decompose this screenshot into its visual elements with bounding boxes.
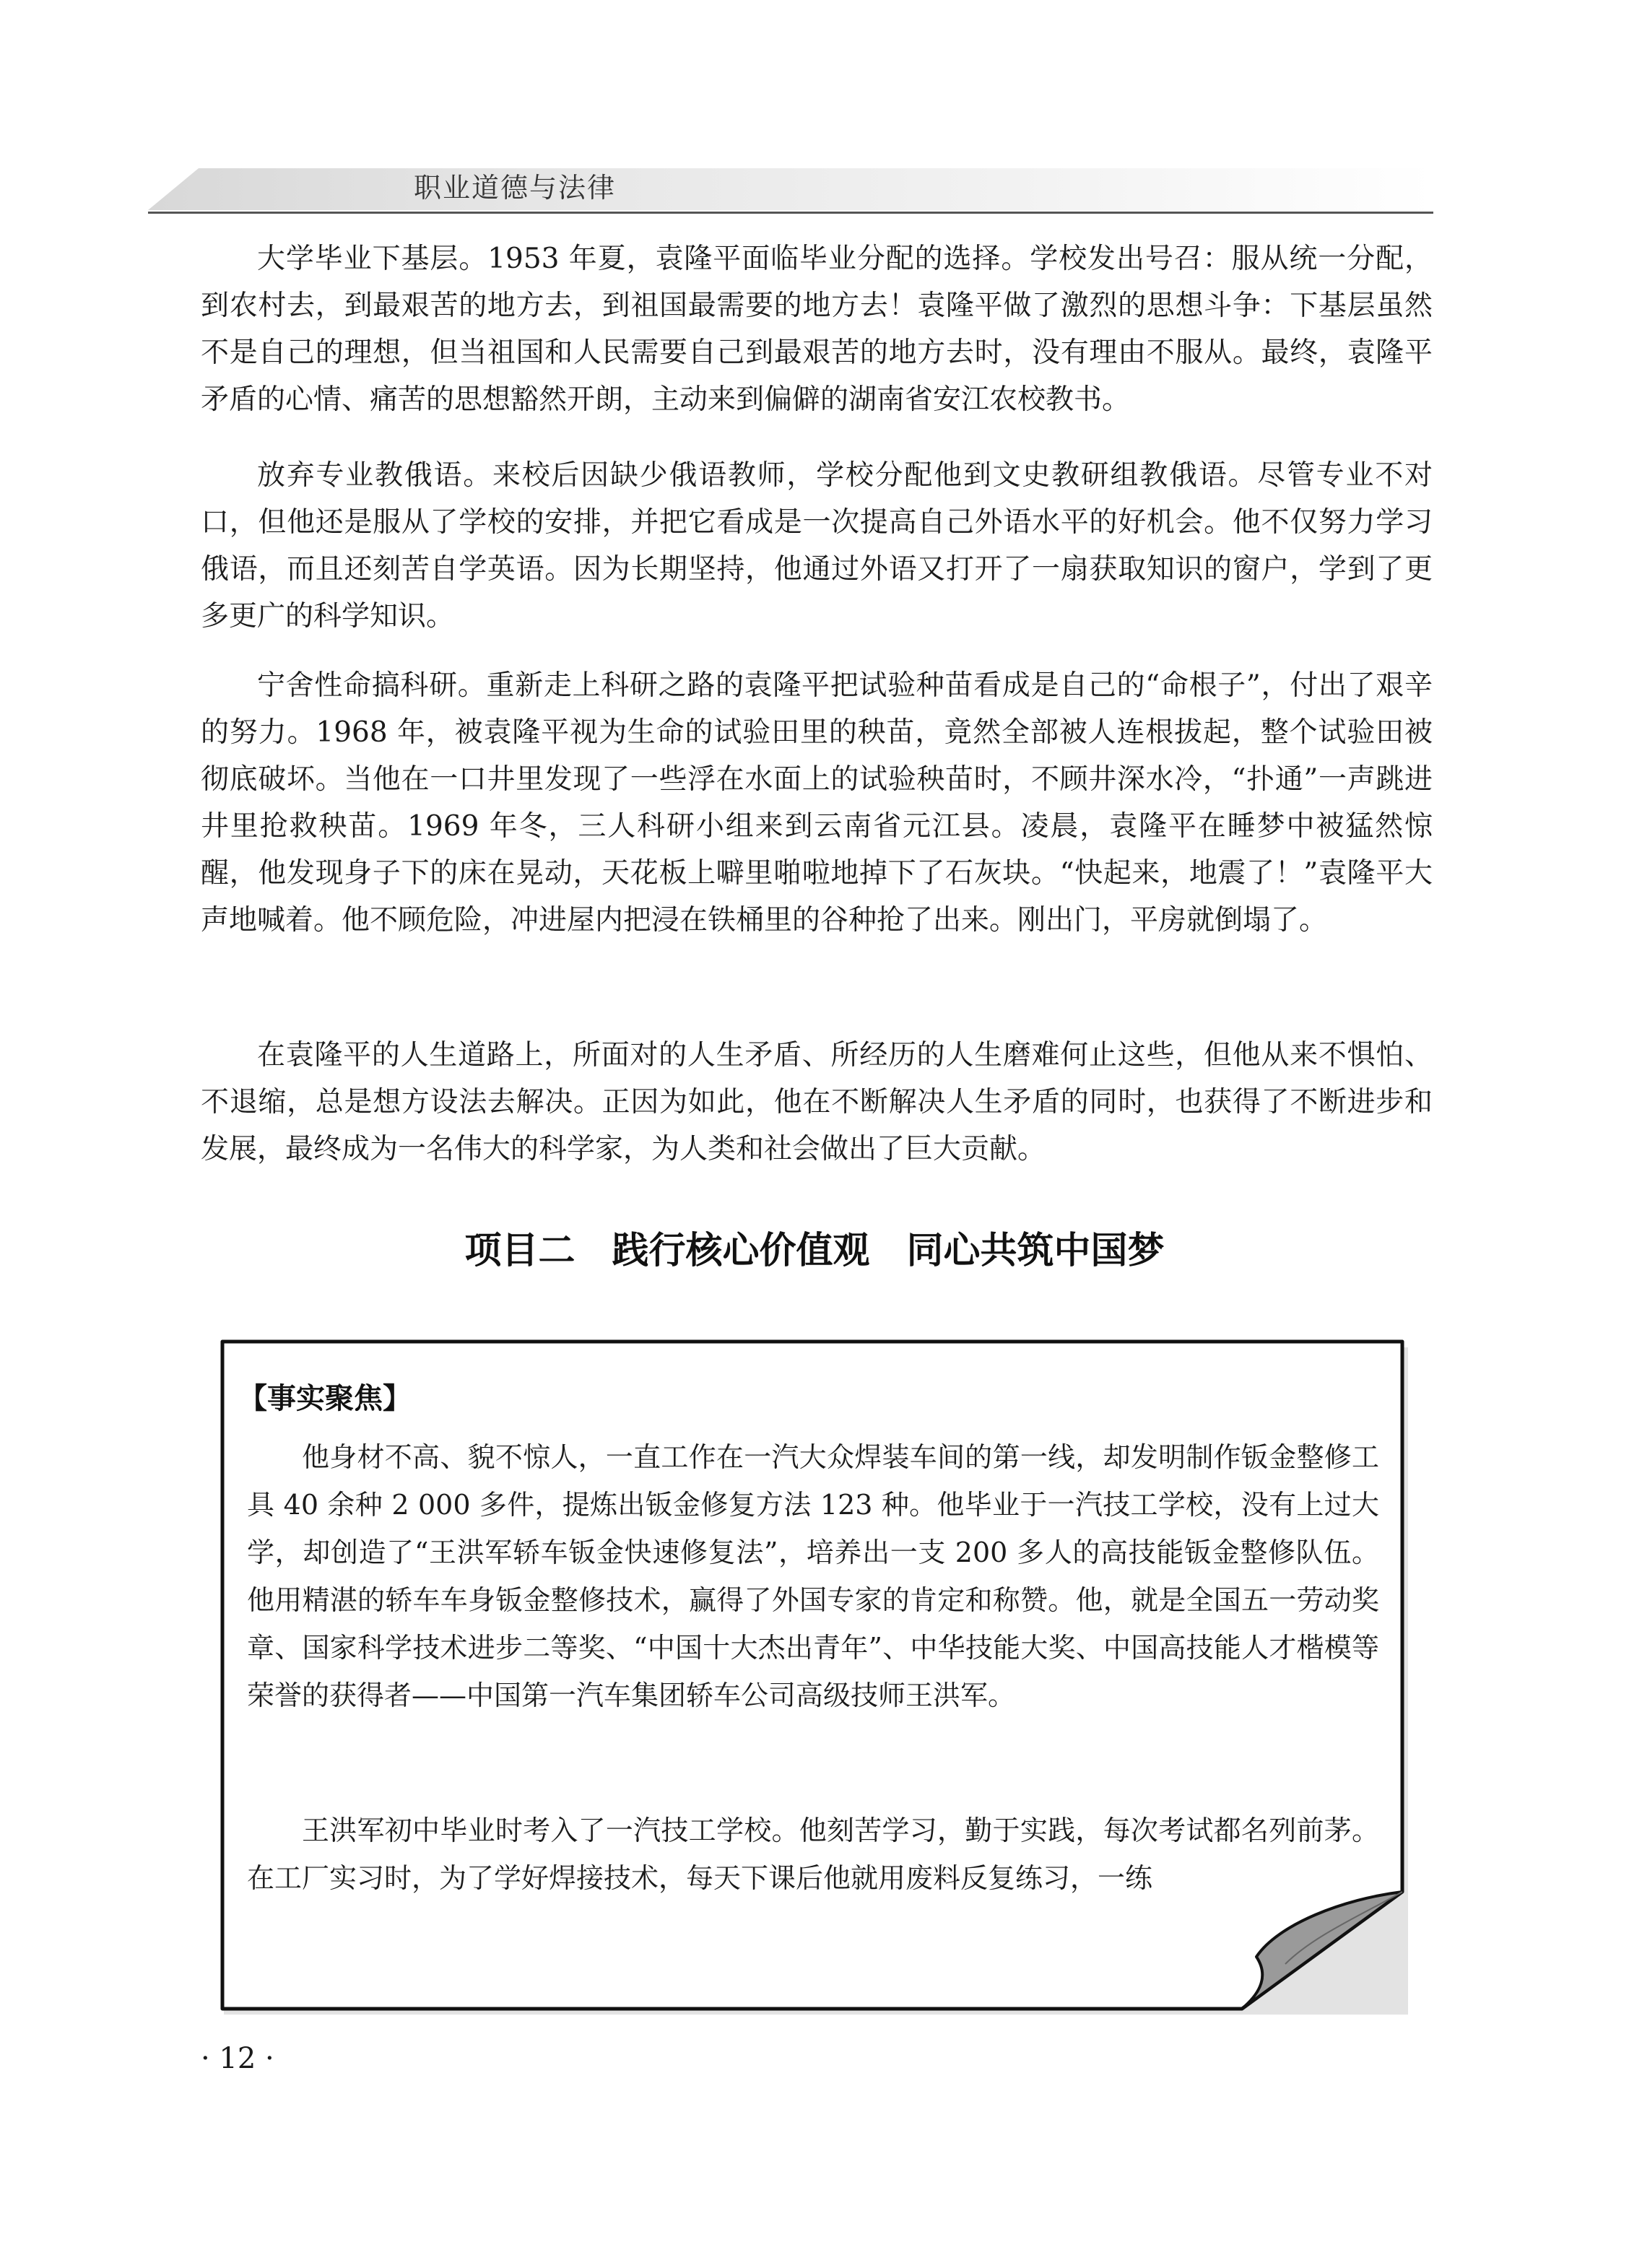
page-number: · 12 · [201,2042,274,2075]
paragraph-1: 大学毕业下基层。1953 年夏，袁隆平面临毕业分配的选择。学校发出号召：服从统一分配，到农村去，到最艰苦的地方去，到祖国最需要的地方去！袁隆平做了激烈的思想斗争：下基层虽然不是自己的理想，但当祖国和人民需要自己到最艰苦的地方去时，没有理由不服从。最终，袁隆平矛盾的心情、痛苦的思想豁然开朗，主动来到偏僻的湖南省安江农校教书。 [201,243,1433,416]
running-header [148,155,1433,212]
fact-box-paragraph-2: 王洪军初中毕业时考入了一汽技工学校。他刻苦学习，勤于实践，每次考试都名列前茅。在工厂实习时，为了学好焊接技术，每天下课后他就用废料反复练习，一练 [247,1815,1379,1894]
fact-box-label: 【事实聚焦】 [238,1382,412,1415]
header-band [148,168,1433,210]
paragraph-2: 放弃专业教俄语。来校后因缺少俄语教师，学校分配他到文史教研组教俄语。尽管专业不对口，但他还是服从了学校的安排，并把它看成是一次提高自己外语水平的好机会。他不仅努力学习俄语，而且还刻苦自学英语。因为长期坚持，他通过外语又打开了一扇获取知识的窗户，学到了更多更广的科学知识。 [201,459,1433,633]
paragraph-3: 宁舍性命搞科研。重新走上科研之路的袁隆平把试验种苗看成是自己的“命根子”，付出了艰辛的努力。1968 年，被袁隆平视为生命的试验田里的秧苗，竟然全部被人连根拔起，整个试验田被彻底破坏。当他在一口井里发现了一些浮在水面上的试验秧苗时，不顾井深水冷，“扑通”一声跳进井里抢救秧苗。1969 年冬，三人科研小组来到云南省元江县。凌晨，袁隆平在睡梦中被猛然惊醒，他发现身子下的床在晃动，天花板上噼里啪啦地掉下了石灰块。“快起来，地震了！”袁隆平大声地喊着。他不顾危险，冲进屋内把浸在铁桶里的谷种抢了出来。刚出门，平房就倒塌了。 [201,669,1433,937]
paragraph-4: 在袁隆平的人生道路上，所面对的人生矛盾、所经历的人生磨难何止这些，但他从来不惧怕、不退缩，总是想方设法去解决。正因为如此，他在不断解决人生矛盾的同时，也获得了不断进步和发展，最终成为一名伟大的科学家，为人类和社会做出了巨大贡献。 [201,1039,1433,1165]
fact-box-paragraph-1: 他身材不高、貌不惊人，一直工作在一汽大众焊装车间的第一线，却发明制作钣金整修工具 40 余种 2 000 多件，提炼出钣金修复方法 123 种。他毕业于一汽技工学校，没有上过大学，却创造了“王洪军轿车钣金快速修复法”，培养出一支 200 多人的高技能钣金整修队伍。他用精湛的轿车车身钣金整修技术，赢得了外国专家的肯定和称赞。他，就是全国五一劳动奖章、国家科学技术进步二等奖、“中国十大杰出青年”、中华技能大奖、中国高技能人才楷模等荣誉的获得者——中国第一汽车集团轿车公司高级技师王洪军。 [247,1441,1379,1711]
header-title: 职业道德与法律 [414,172,617,204]
header-rule [148,212,1433,214]
section-title: 项目二 践行核心价值观 同心共筑中国梦 [464,1230,1165,1272]
